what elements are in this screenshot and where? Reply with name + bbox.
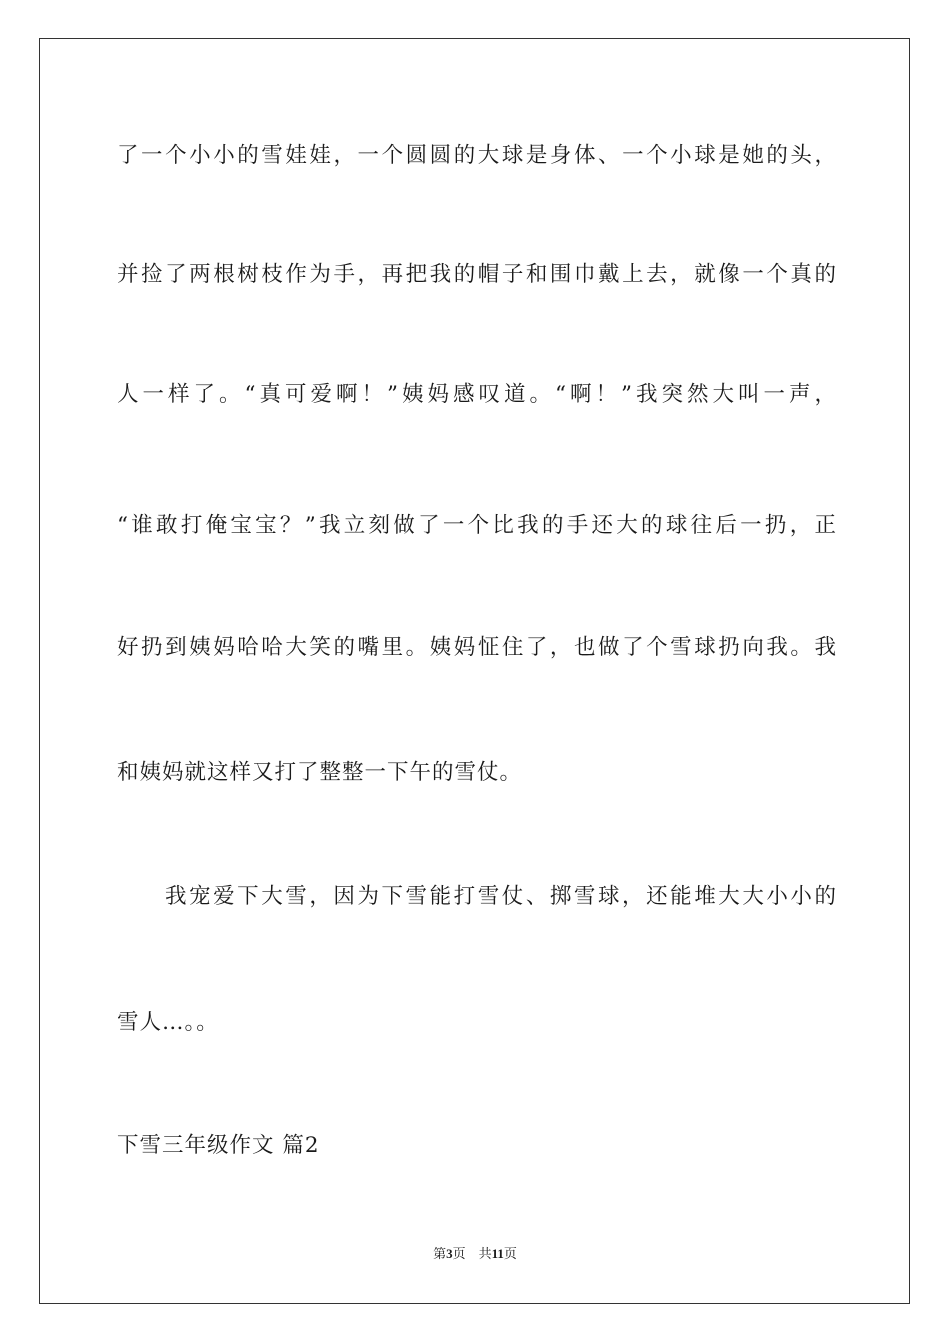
page-border — [39, 38, 910, 1304]
body-line-2: 并捡了两根树枝作为手，再把我的帽子和围巾戴上去，就像一个真的 — [117, 262, 837, 287]
footer-total-pages: 11 — [491, 1246, 504, 1261]
body-line-6: 和姨妈就这样又打了整整一下午的雪仗。 — [117, 760, 523, 785]
footer-page-suffix: 页 — [452, 1246, 466, 1261]
body-line-7: 我宠爱下大雪，因为下雪能打雪仗、掷雪球，还能堆大大小小的 — [165, 884, 837, 909]
footer-total-suffix: 页 — [503, 1246, 517, 1261]
body-line-3: 人一样了。“真可爱啊！”姨妈感叹道。“啊！”我突然大叫一声， — [117, 382, 837, 407]
footer-total-prefix: 共 — [478, 1246, 492, 1261]
footer-page-number: 3 — [446, 1246, 453, 1261]
body-line-4: “谁敢打俺宝宝？”我立刻做了一个比我的手还大的球往后一扔，正 — [117, 513, 837, 538]
body-line-1: 了一个小小的雪娃娃，一个圆圆的大球是身体、一个小球是她的头， — [117, 143, 837, 168]
body-line-8: 雪人…。。 — [117, 1010, 219, 1035]
section-heading: 下雪三年级作文 篇2 — [117, 1133, 320, 1158]
page-footer — [0, 1245, 950, 1263]
body-line-5: 好扔到姨妈哈哈大笑的嘴里。姨妈怔住了，也做了个雪球扔向我。我 — [117, 635, 837, 660]
footer-page-prefix: 第 — [433, 1246, 447, 1261]
